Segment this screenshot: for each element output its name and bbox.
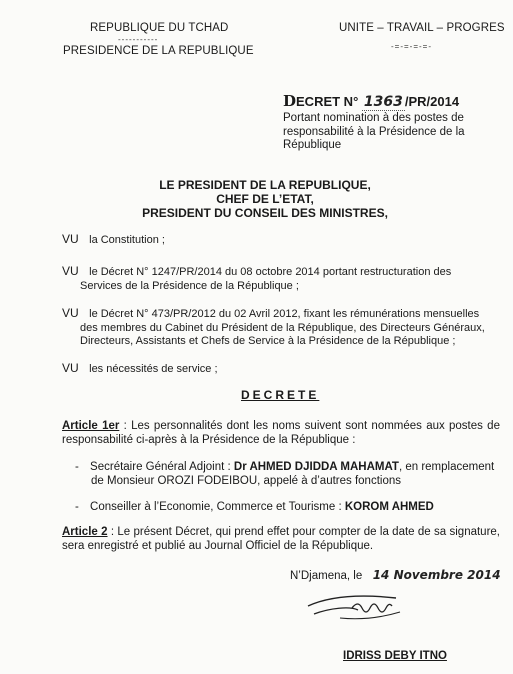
header-left-line2: PRESIDENCE DE LA REPUBLIQUE [63,45,254,57]
vu-label: VU [62,361,79,375]
article-2-title: Article 2 [62,526,108,538]
bullet-dash: - [75,501,79,513]
decret-title [283,92,459,110]
vu-text-line1: le Décret N° 473/PR/2012 du 02 Avril 2012, fixant les rémunérations mensuelles [89,308,480,320]
president-line2: CHEF DE L’ETAT, [216,192,314,206]
vu-label: VU [62,306,79,320]
article-1 [62,419,500,447]
decret-subtitle [283,112,498,153]
decret-subtitle-line3: République [283,139,342,151]
decret-initial: D [283,92,297,110]
vu-label: VU [62,264,79,278]
president-block [120,178,410,220]
vu-item-1 [62,230,502,248]
bullet-2-name: KOROM AHMED [344,501,434,513]
header-left-dots: ----------- [118,35,159,44]
bullet-1-name: Dr AHMED DJIDDA MAHAMAT [233,461,399,473]
article-2 [62,525,500,553]
signatory-name: IDRISS DEBY ITNO [343,650,447,662]
vu-item-2 [62,262,507,293]
bullet-1-prefix: Secrétaire Général Adjoint : [90,461,234,473]
bullet-1 [75,460,505,488]
decret-subtitle-line1: Portant nomination à des postes de [283,112,464,124]
president-line1: LE PRESIDENT DE LA REPUBLIQUE, [159,178,371,192]
decret-subtitle-line2: responsabilité à la Présidence de la [283,125,465,138]
article-1-title: Article 1er [62,420,120,432]
vu-item-4 [62,359,502,377]
decret-prefix: ECRET N° [296,94,359,109]
decret-suffix: /PR/2014 [404,94,460,109]
signature-image [300,588,410,628]
decret-number-handwritten: 1363 [363,94,403,110]
article-1-text: : Les personnalités dont les noms suivent sont nommées aux postes de responsabilité ci-après à la Présidence de la République : [62,420,500,446]
vu-text-line2: des membres du Cabinet du Président de la République, des Directeurs Généraux, [80,322,485,334]
vu-item-3 [62,304,510,348]
bullet-1-line2: de Monsieur OROZI FODEIBOU, appelé à d’autres fonctions [91,475,401,487]
vu-text-line1: les nécessités de service ; [89,363,218,375]
vu-label: VU [62,232,79,246]
bullet-1-suffix: , en remplacement [398,461,495,473]
bullet-2-prefix: Conseiller à l’Economie, Commerce et Tourisme : [90,501,345,513]
header-right-motto: UNITE – TRAVAIL – PROGRES [339,22,505,34]
vu-text-line2: Services de la Présidence de la République ; [80,280,299,292]
decrete-heading: DECRETE [241,388,320,402]
article-2-text: : Le présent Décret, qui prend effet pour compter de la date de sa signature, sera enregistré et publié au Journal Officiel de la République. [62,526,500,552]
bullet-2 [75,500,505,514]
header-right-dots: -=-=-=-=- [391,42,433,51]
vu-text-line3: Directeurs, Assistants et Chefs de Service à la Présidence de la République ; [80,335,456,347]
place-date [290,566,501,584]
vu-text-line1: la Constitution ; [89,234,165,246]
handwritten-date: 14 Novembre 2014 [372,568,501,582]
header-left-line1: REPUBLIQUE DU TCHAD [90,22,229,34]
place-label: N’Djamena, le [290,570,363,582]
president-line3: PRESIDENT DU CONSEIL DES MINISTRES, [142,206,388,220]
bullet-dash: - [75,461,79,473]
vu-text-line1: le Décret N° 1247/PR/2014 du 08 octobre 2014 portant restructuration des [89,266,452,278]
